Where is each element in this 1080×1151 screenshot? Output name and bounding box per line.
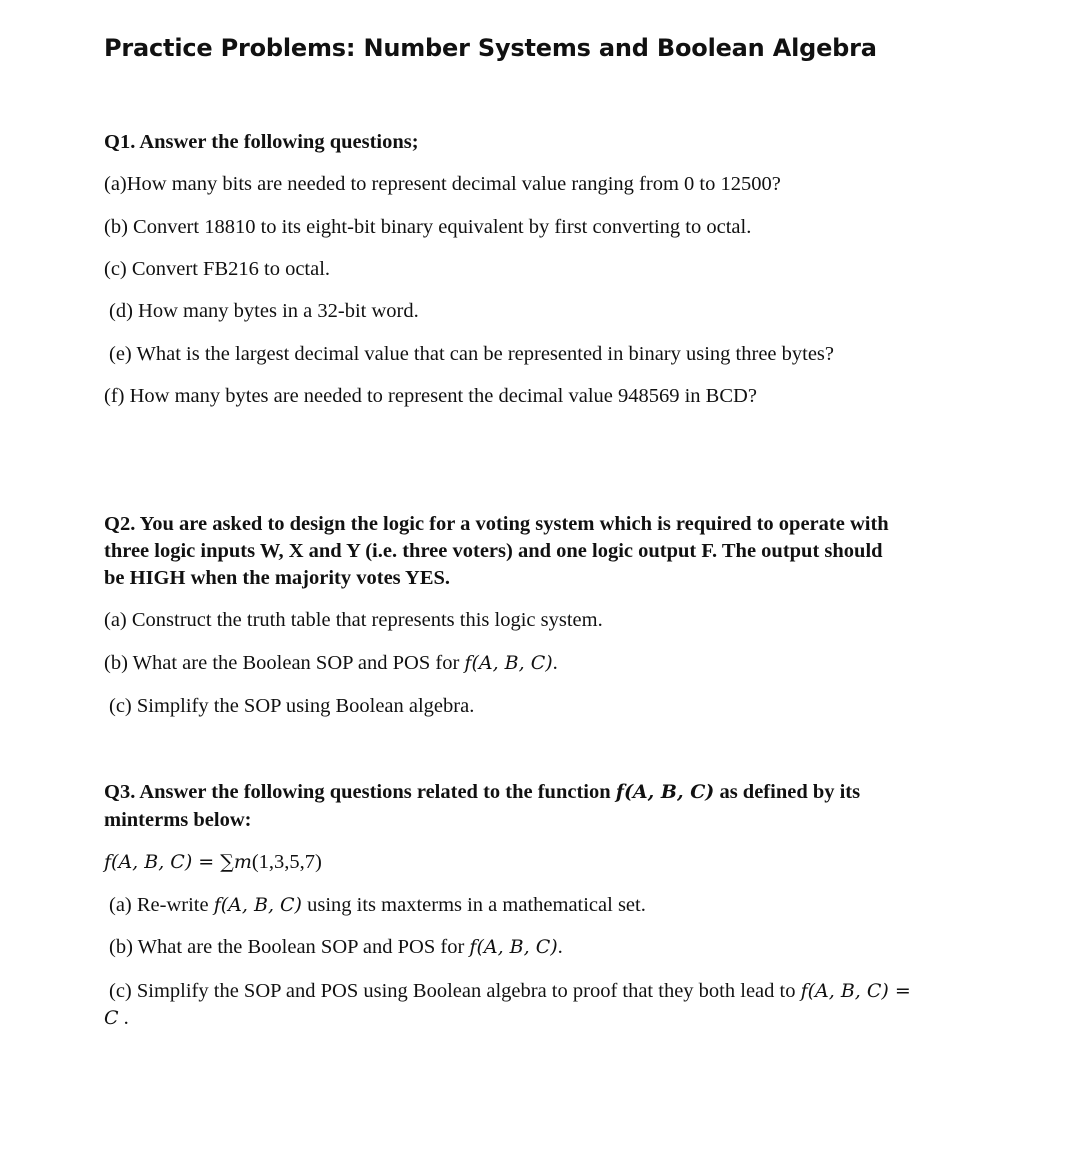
q3-item-b-end: . — [557, 936, 563, 958]
q3-formula-m: m — [233, 851, 252, 873]
q3-item-a-post: using its maxterms in a mathematical set. — [301, 894, 646, 916]
q2-item-b-text: (b) What are the Boolean SOP and POS for — [104, 652, 465, 674]
q1-item-e: (e) What is the largest decimal value that can be represented in binary using three bytes? — [109, 343, 835, 365]
q1-item-c: (c) Convert FB216 to octal. — [104, 258, 331, 280]
q2-item-a: (a) Construct the truth table that represents this logic system. — [104, 609, 603, 631]
q3-item-c-pre: (c) Simplify the SOP and POS using Boolean algebra to proof that they both lead to — [109, 980, 801, 1002]
q3-formula-lhs: f(A, B, C) = — [104, 851, 221, 873]
q1-item-d: (d) How many bytes in a 32-bit word. — [109, 300, 419, 322]
q2-item-c: (c) Simplify the SOP using Boolean algebra. — [109, 695, 475, 717]
page-title: Practice Problems: Number Systems and Boolean Algebra — [104, 34, 877, 62]
q3-item-a — [109, 892, 646, 920]
q3-heading-pre: Q3. Answer the following questions related to the function — [104, 781, 616, 803]
q3-formula — [104, 849, 322, 877]
q3-heading-post: as defined by its — [714, 781, 861, 803]
q3-formula-args: (1,3,5,7) — [251, 851, 322, 873]
q3-item-c-math: f(A, B, C) = — [800, 980, 911, 1002]
q1-item-b: (b) Convert 18810 to its eight-bit binary equivalent by first converting to octal. — [104, 216, 752, 238]
q3-item-c — [109, 978, 911, 1006]
q3-item-a-math: f(A, B, C) — [213, 894, 302, 916]
q3-formula-sigma: ∑ — [220, 851, 234, 873]
q2-heading-line-3: be HIGH when the majority votes YES. — [104, 567, 451, 589]
q3-heading-math: f(A, B, C) — [615, 781, 715, 803]
q1-heading: Q1. Answer the following questions; — [104, 131, 419, 153]
q3-item-c-line-2 — [104, 1005, 129, 1033]
q2-item-b-math: f(A, B, C) — [464, 652, 553, 674]
q3-item-a-pre: (a) Re-write — [109, 894, 214, 916]
q2-heading-line-2: three logic inputs W, X and Y (i.e. three voters) and one logic output F. The output should — [104, 540, 883, 562]
q3-item-c-line2-math: C — [104, 1007, 119, 1029]
q2-item-b — [104, 650, 558, 678]
q3-item-b — [109, 934, 563, 962]
q2-heading-line-1: Q2. You are asked to design the logic for a voting system which is required to operate with — [104, 513, 889, 535]
q3-item-b-pre: (b) What are the Boolean SOP and POS for — [109, 936, 470, 958]
q3-heading-line-2: minterms below: — [104, 809, 252, 831]
q1-item-a: (a)How many bits are needed to represent decimal value ranging from 0 to 12500? — [104, 173, 781, 195]
q3-item-b-math: f(A, B, C) — [469, 936, 558, 958]
q3-heading-line-1 — [104, 779, 860, 807]
q2-item-b-end: . — [552, 652, 558, 674]
q1-item-f: (f) How many bytes are needed to represent the decimal value 948569 in BCD? — [104, 385, 757, 407]
q3-item-c-line2-end: . — [118, 1007, 129, 1029]
